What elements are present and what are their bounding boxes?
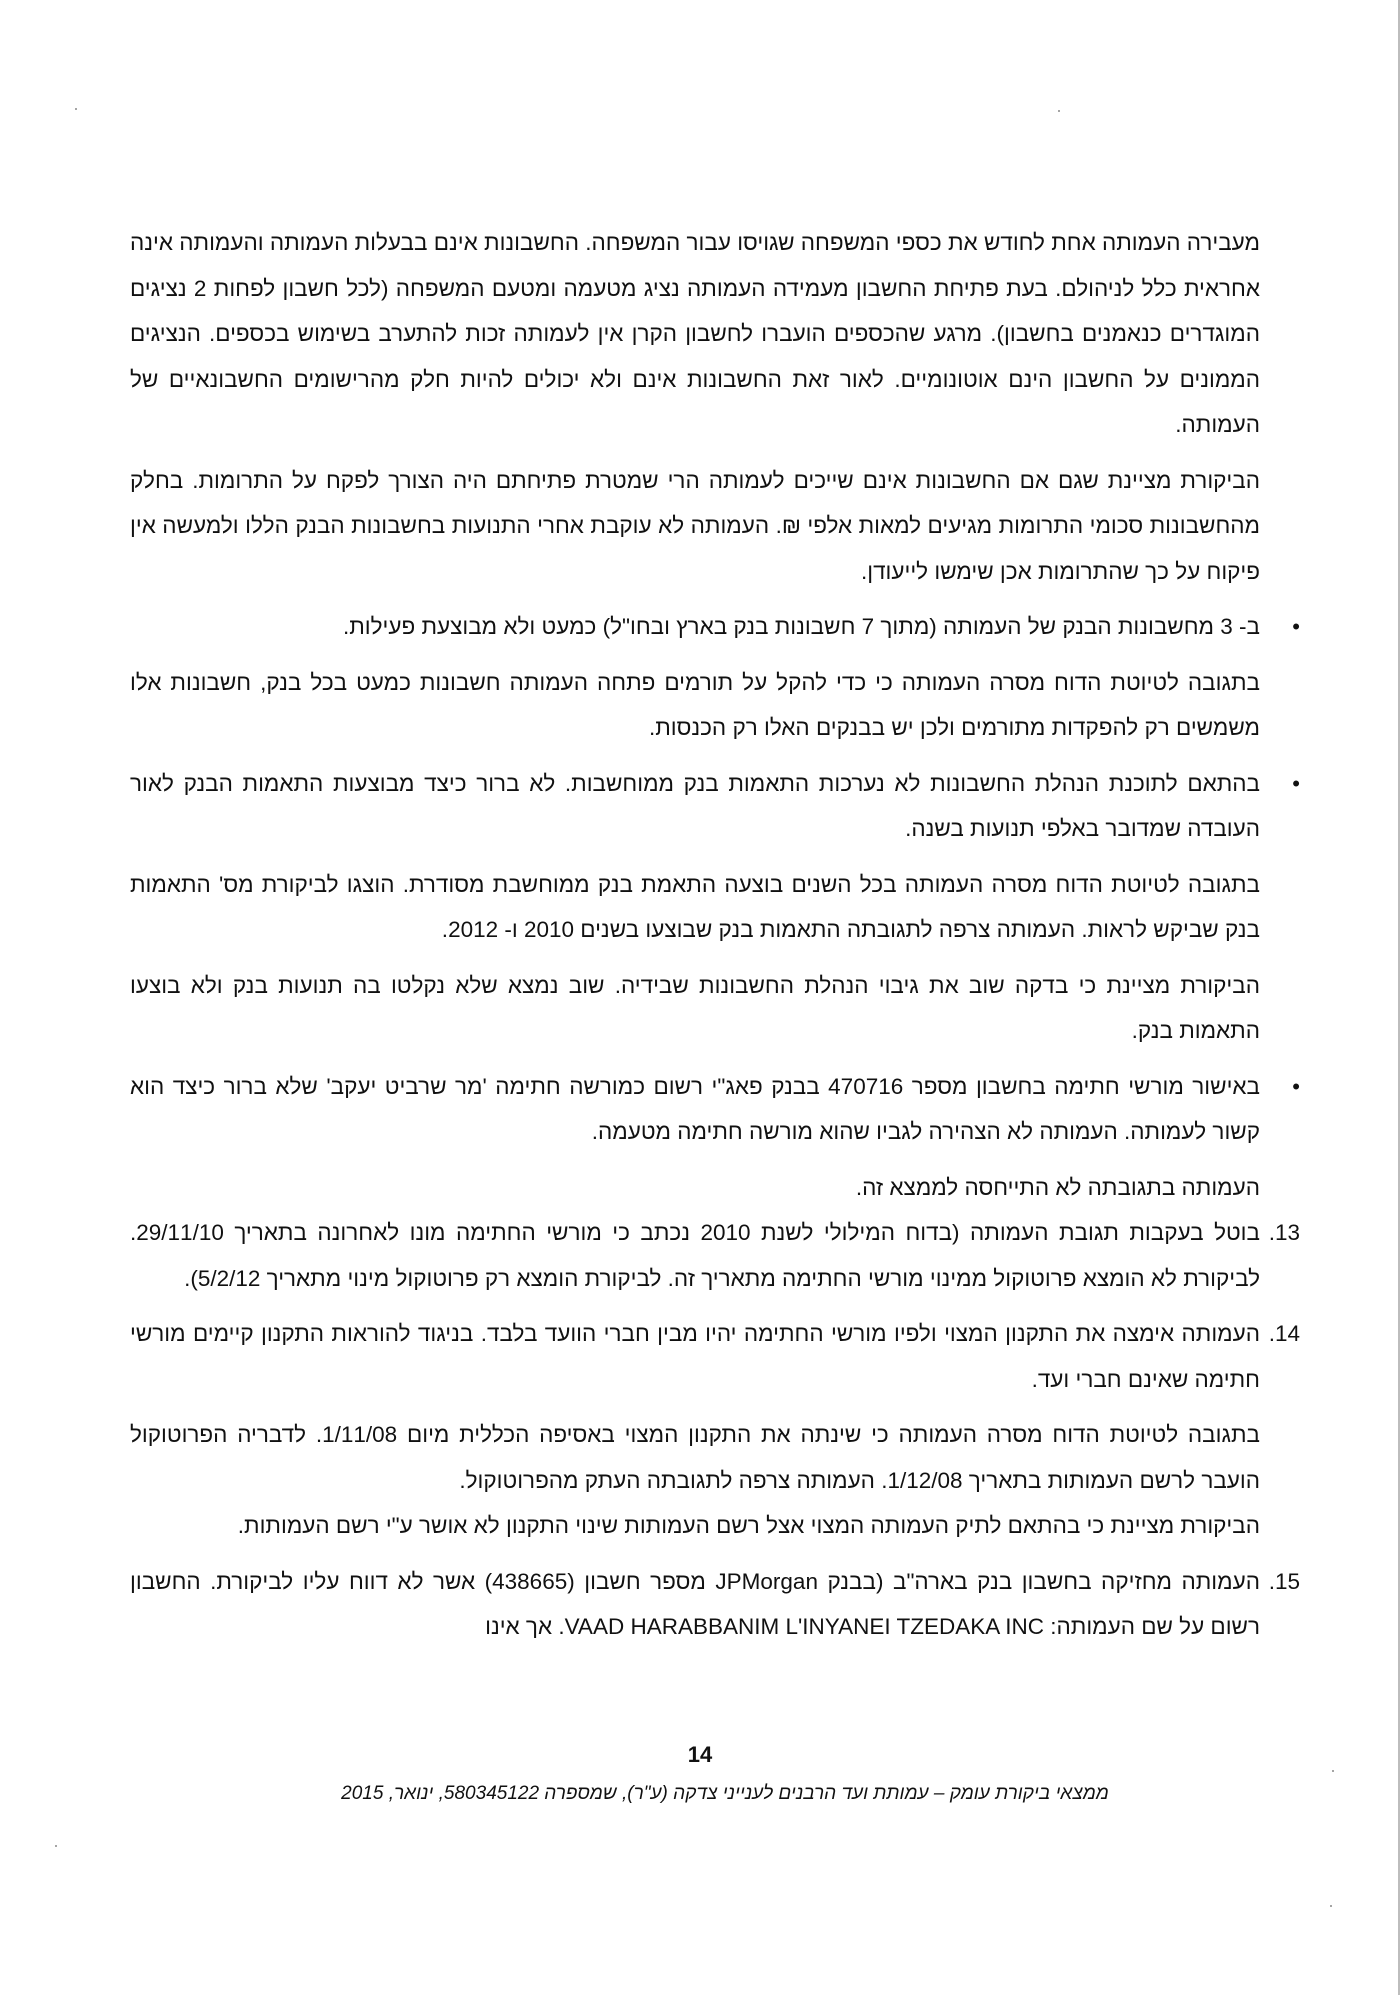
scan-speck [1330, 1905, 1332, 1907]
bullet-item [130, 761, 1300, 852]
response-paragraph: בתגובה לטיוטת הדוח מסרה העמותה בכל השנים בוצעה התאמת בנק ממוחשבת מסודרת. הוצגו לביקורת מס' התאמות בנק שביקש לראות. העמותה צרפה לתגובתה התאמות בנק שבוצעו בשנים 2010 ו- 2012. [130, 871, 1260, 942]
scan-speck [75, 108, 77, 110]
page-number: 14 [687, 1742, 713, 1767]
scan-speck [1332, 1770, 1334, 1772]
numbered-text: העמותה אימצה את התקנון המצוי ולפיו מורשי החתימה יהיו מבין חברי הוועד בלבד. בניגוד להוראות התקנון קיימים מורשי חתימה שאינם חברי ועד. [130, 1321, 1260, 1392]
audit-note-paragraph: הביקורת מציינת כי בהתאם לתיק העמותה המצוי אצל רשם העמותות שינוי התקנון לא אושר ע"י רשם העמותות. [237, 1513, 1260, 1538]
numbered-item [130, 1210, 1300, 1301]
scan-speck [1058, 110, 1060, 112]
bullet-icon: • [1292, 614, 1300, 639]
item-number: 13. [1268, 1220, 1300, 1245]
response-paragraph: העמותה בתגובתה לא התייחסה לממצא זה. [855, 1174, 1260, 1200]
bullet-item [130, 1064, 1300, 1155]
item-number: 15. [1268, 1568, 1300, 1594]
document-body [130, 220, 1300, 1650]
scan-speck [55, 1845, 57, 1847]
bullet-text: ב- 3 מחשבונות הבנק של העמותה (מתוך 7 חשבונות בנק בארץ ובחו"ל) כמעט ולא מבוצעת פעילות. [342, 614, 1260, 639]
audit-note-paragraph: הביקורת מציינת כי בדקה שוב את גיבוי הנהלת החשבונות שבידיה. שוב נמצא שלא נקלטו בה תנועות בנק ולא בוצעו התאמות בנק. [130, 972, 1260, 1043]
numbered-item [130, 1559, 1300, 1650]
paragraph: הביקורת מציינת שגם אם החשבונות אינם שייכים לעמותה הרי שמטרת פתיחתם היה הצורך לפקח על התרומות. בחלק מהחשבונות סכומי התרומות מגיעים למאות אלפי ₪. העמותה לא עוקבת אחרי התנועות בחשבונות הבנק הללו ולמעשה אין פיקוח על כך שהתרומות אכן שימשו לייעודן. [130, 467, 1260, 584]
page-footer: ממצאי ביקורת עומק – עמותת ועד הרבנים לענייני צדקה (ע"ר), שמספרה 580345122, ינואר, 2015 [341, 1783, 1109, 1804]
response-paragraph: בתגובה לטיוטת הדוח מסרה העמותה כי כדי להקל על תורמים פתחה העמותה חשבונות כמעט בכל בנק, חשבונות אלו משמשים רק להפקדות מתורמים ולכן יש בבנקים האלו רק הכנסות. [130, 669, 1260, 740]
bullet-icon: • [1292, 1073, 1300, 1099]
numbered-text: העמותה מחזיקה בחשבון בנק בארה"ב (בבנק JPMorgan מספר חשבון (438665) אשר לא דווח עליו לביקורת. החשבון רשום על שם העמותה: VAAD HARABBANIM L'INYANEI TZEDAKA INC. אך אינו [130, 1568, 1260, 1639]
paragraph: מעבירה העמותה אחת לחודש את כספי המשפחה שגויסו עבור המשפחה. החשבונות אינם בבעלות העמותה והעמותה אינה אחראית כלל לניהולם. בעת פתיחת החשבון מעמידה העמותה נציג מטעמה ומטעם המשפחה (לכל חשבון לפחות 2 נציגים המוגדרים כנאמנים בחשבון). מרגע שהכספים הועברו לחשבון הקרן אין לעמותה זכות להתערב בשימוש בכספים. הנציגים הממונים על החשבון הינם אוטונומיים. לאור זאת החשבונות אינם ולא יכולים להיות חלק מהרישומים החשבונאיים של העמותה. [130, 230, 1260, 437]
bullet-item [130, 604, 1300, 650]
bullet-text: בהתאם לתוכנת הנהלת החשבונות לא נערכות התאמות בנק ממוחשבות. לא ברור כיצד מבוצעות התאמות הבנק לאור העובדה שמדובר באלפי תנועות בשנה. [130, 770, 1260, 841]
numbered-item [130, 1311, 1300, 1402]
bullet-text: באישור מורשי חתימה בחשבון מספר 470716 בבנק פאג"י רשום כמורשה חתימה 'מר שרביט יעקב' שלא ברור כיצד הוא קשור לעמותה. העמותה לא הצהירה לגביו שהוא מורשה חתימה מטעמה. [130, 1073, 1260, 1144]
bullet-icon: • [1292, 770, 1300, 796]
item-number: 14. [1268, 1321, 1300, 1346]
response-paragraph: בתגובה לטיוטת הדוח מסרה העמותה כי שינתה את התקנון המצוי באסיפה הכללית מיום 1/11/08. לדבריה הפרוטוקול הועבר לרשם העמותות בתאריך 1/12/08. העמותה צרפה לתגובתה העתק מהפרוטוקול. [130, 1422, 1260, 1493]
numbered-text: בוטל בעקבות תגובת העמותה (בדוח המילולי לשנת 2010 נכתב כי מורשי החתימה מונו לאחרונה בתאריך 29/11/10. לביקורת לא הומצא פרוטוקול ממינוי מורשי החתימה מתאריך זה. לביקורת הומצא רק פרוטוקול מינוי מתאריך 5/2/12). [130, 1220, 1260, 1291]
